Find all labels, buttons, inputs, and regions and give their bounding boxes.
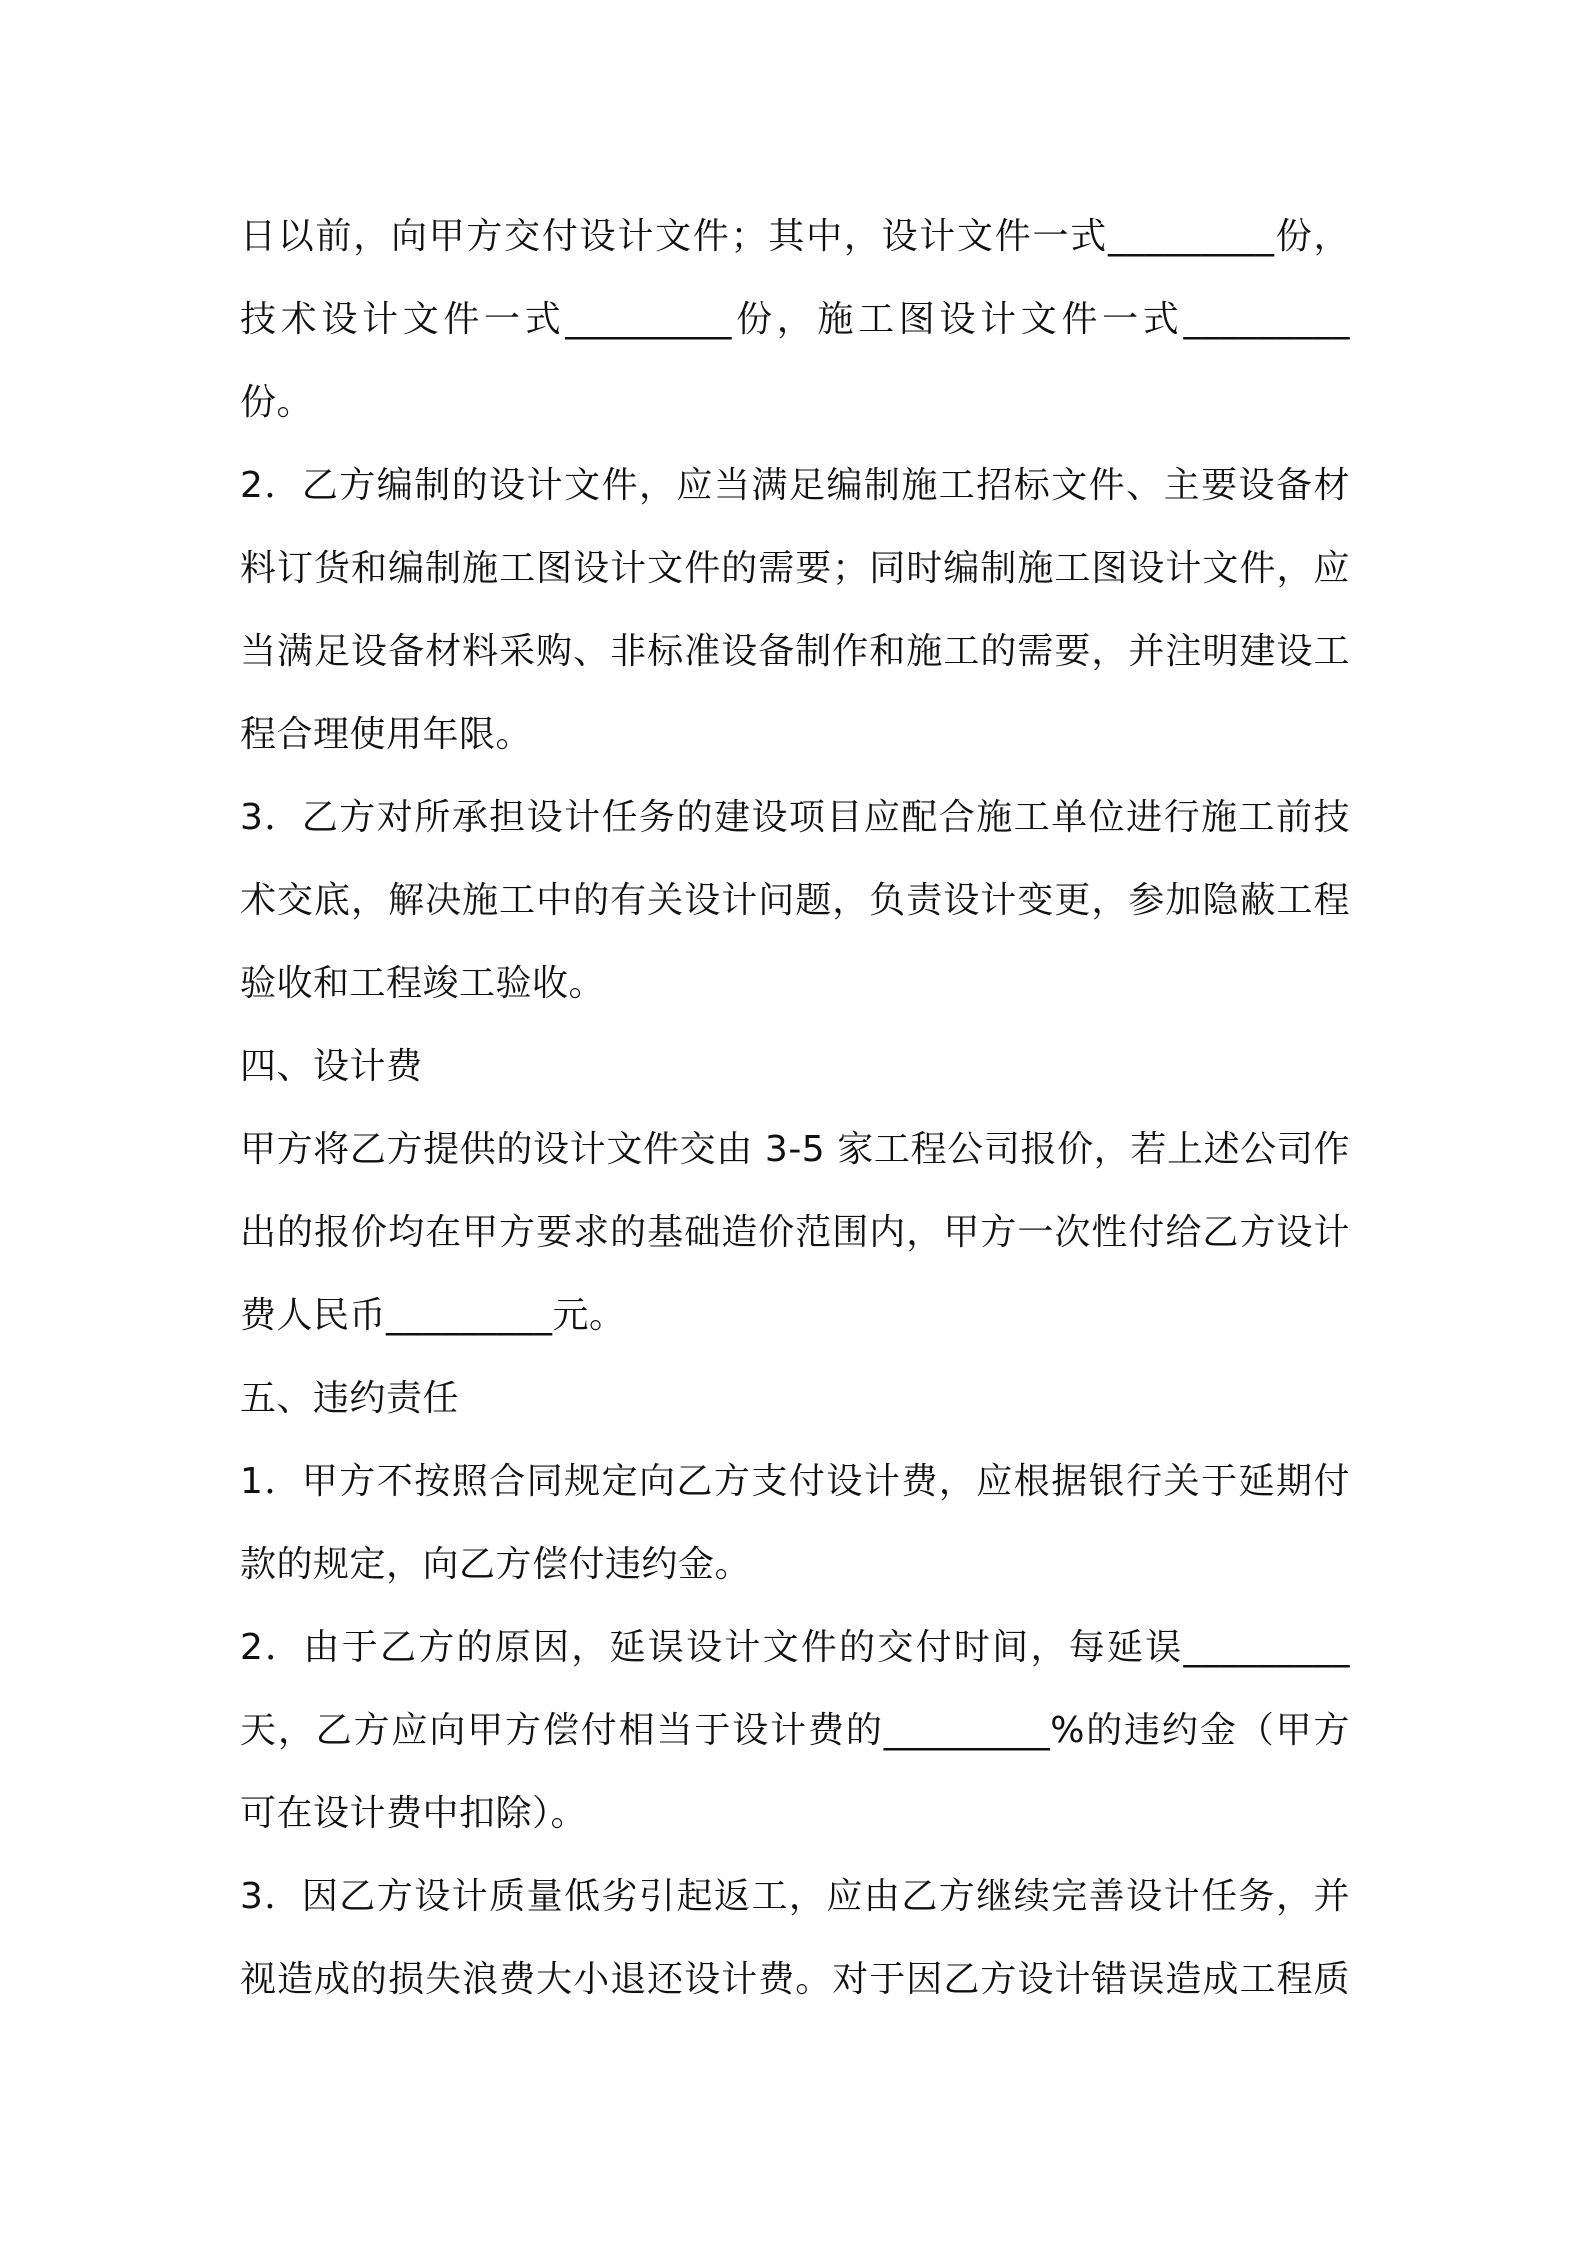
text-line: 料订货和编制施工图设计文件的需要；同时编制施工图设计文件，应 [240,548,1350,589]
text-line: 1．甲方不按照合同规定向乙方支付设计费，应根据银行关于延期付 [240,1461,1350,1502]
text-line: 当满足设备材料采购、非标准设备制作和施工的需要，并注明建设工 [240,631,1350,672]
text-line: 份。 [240,382,314,423]
text-line: 2．由于乙方的原因，延误设计文件的交付时间，每延误_________ [240,1627,1350,1668]
text-line: 日以前，向甲方交付设计文件；其中，设计文件一式_________份， [240,216,1350,257]
text-line: 出的报价均在甲方要求的基础造价范围内，甲方一次性付给乙方设计 [240,1212,1350,1253]
text-line: 术交底，解决施工中的有关设计问题，负责设计变更，参加隐蔽工程 [240,880,1350,921]
section-heading: 四、设计费 [240,1046,423,1087]
text-line: 甲方将乙方提供的设计文件交由 3-5 家工程公司报价，若上述公司作 [240,1129,1350,1170]
text-line: 费人民币_________元。 [240,1295,626,1336]
text-line: 视造成的损失浪费大小退还设计费。对于因乙方设计错误造成工程质 [240,1959,1350,2000]
section-heading: 五、违约责任 [240,1378,460,1419]
text-line: 3．因乙方设计质量低劣引起返工，应由乙方继续完善设计任务，并 [240,1876,1350,1917]
document-body [240,195,1350,2021]
text-line: 天，乙方应向甲方偿付相当于设计费的_________%的违约金（甲方 [240,1710,1350,1751]
text-line: 可在设计费中扣除）。 [240,1793,588,1834]
text-line: 款的规定，向乙方偿付违约金。 [240,1544,752,1585]
text-line: 程合理使用年限。 [240,714,533,755]
text-line: 3．乙方对所承担设计任务的建设项目应配合施工单位进行施工前技 [240,797,1350,838]
text-line: 2．乙方编制的设计文件，应当满足编制施工招标文件、主要设备材 [240,465,1350,506]
text-line: 验收和工程竣工验收。 [240,963,606,1004]
text-line: 技术设计文件一式_________份，施工图设计文件一式_________ [240,299,1350,340]
